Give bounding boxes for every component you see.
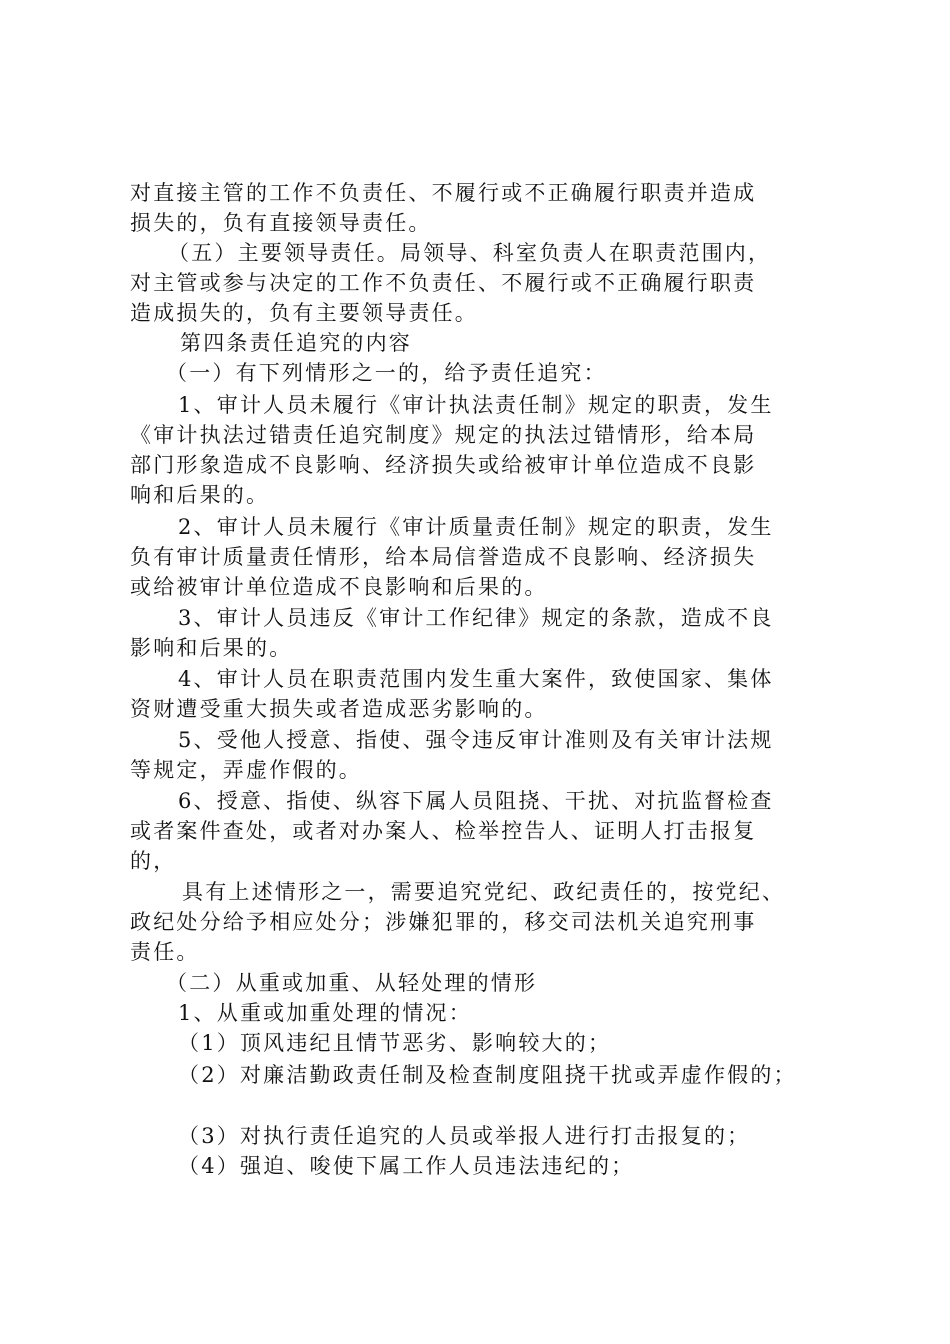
list-item: （3）对执行责任追究的人员或举报人进行打击报复的； bbox=[178, 1124, 751, 1148]
text-line: 具有上述情形之一，需要追究党纪、政纪责任的，按党纪、 bbox=[182, 880, 786, 904]
text-line: 响和后果的。 bbox=[130, 483, 270, 507]
list-item: （4）强迫、唆使下属工作人员违法违纪的； bbox=[178, 1154, 635, 1178]
text-line: 6、授意、指使、纵容下属人员阻挠、干扰、对抗监督检查 bbox=[178, 789, 774, 813]
text-line: 或给被审计单位造成不良影响和后果的。 bbox=[130, 575, 548, 599]
text-line: 政纪处分给予相应处分；涉嫌犯罪的，移交司法机关追究刑事 bbox=[130, 910, 757, 934]
text-line: 4、审计人员在职责范围内发生重大案件，致使国家、集体 bbox=[178, 667, 774, 691]
text-line: 对直接主管的工作不负责任、不履行或不正确履行职责并造成 bbox=[130, 181, 757, 205]
text-line: （五）主要领导责任。局领导、科室负责人在职责范围内， bbox=[168, 241, 772, 265]
text-line: 1、从重或加重处理的情况： bbox=[178, 1001, 472, 1025]
text-line: 1、审计人员未履行《审计执法责任制》规定的职责，发生 bbox=[178, 393, 774, 417]
list-item: （1）顶风违纪且情节恶劣、影响较大的； bbox=[178, 1031, 612, 1055]
text-line: （一）有下列情形之一的，给予责任追究： bbox=[166, 361, 607, 385]
text-line: 影响和后果的。 bbox=[130, 636, 293, 660]
text-line: 《审计执法过错责任追究制度》规定的执法过错情形，给本局 bbox=[130, 423, 757, 447]
text-line: 3、审计人员违反《审计工作纪律》规定的条款，造成不良 bbox=[178, 606, 774, 630]
text-line: 负有审计质量责任情形，给本局信誉造成不良影响、经济损失 bbox=[130, 545, 757, 569]
text-line: 2、审计人员未履行《审计质量责任制》规定的职责，发生 bbox=[178, 515, 774, 539]
text-line: 等规定，弄虚作假的。 bbox=[130, 758, 362, 782]
text-line: 责任。 bbox=[130, 940, 200, 964]
document-page bbox=[130, 0, 830, 1344]
text-line: 损失的，负有直接领导责任。 bbox=[130, 211, 432, 235]
text-line: 或者案件查处，或者对办案人、检举控告人、证明人打击报复 bbox=[130, 819, 757, 843]
text-line: 对主管或参与决定的工作不负责任、不履行或不正确履行职责 bbox=[130, 271, 757, 295]
section-heading: （二）从重或加重、从轻处理的情形 bbox=[166, 971, 538, 995]
section-heading: 第四条责任追究的内容 bbox=[180, 331, 412, 355]
text-line: 造成损失的，负有主要领导责任。 bbox=[130, 301, 478, 325]
list-item: （2）对廉洁勤政责任制及检查制度阻挠干扰或弄虚作假的； bbox=[178, 1063, 797, 1087]
text-line: 资财遭受重大损失或者造成恶劣影响的。 bbox=[130, 697, 548, 721]
text-line: 5、受他人授意、指使、强令违反审计准则及有关审计法规 bbox=[178, 728, 774, 752]
text-line: 部门形象造成不良影响、经济损失或给被审计单位造成不良影 bbox=[130, 453, 757, 477]
text-line: 的， bbox=[130, 849, 177, 873]
